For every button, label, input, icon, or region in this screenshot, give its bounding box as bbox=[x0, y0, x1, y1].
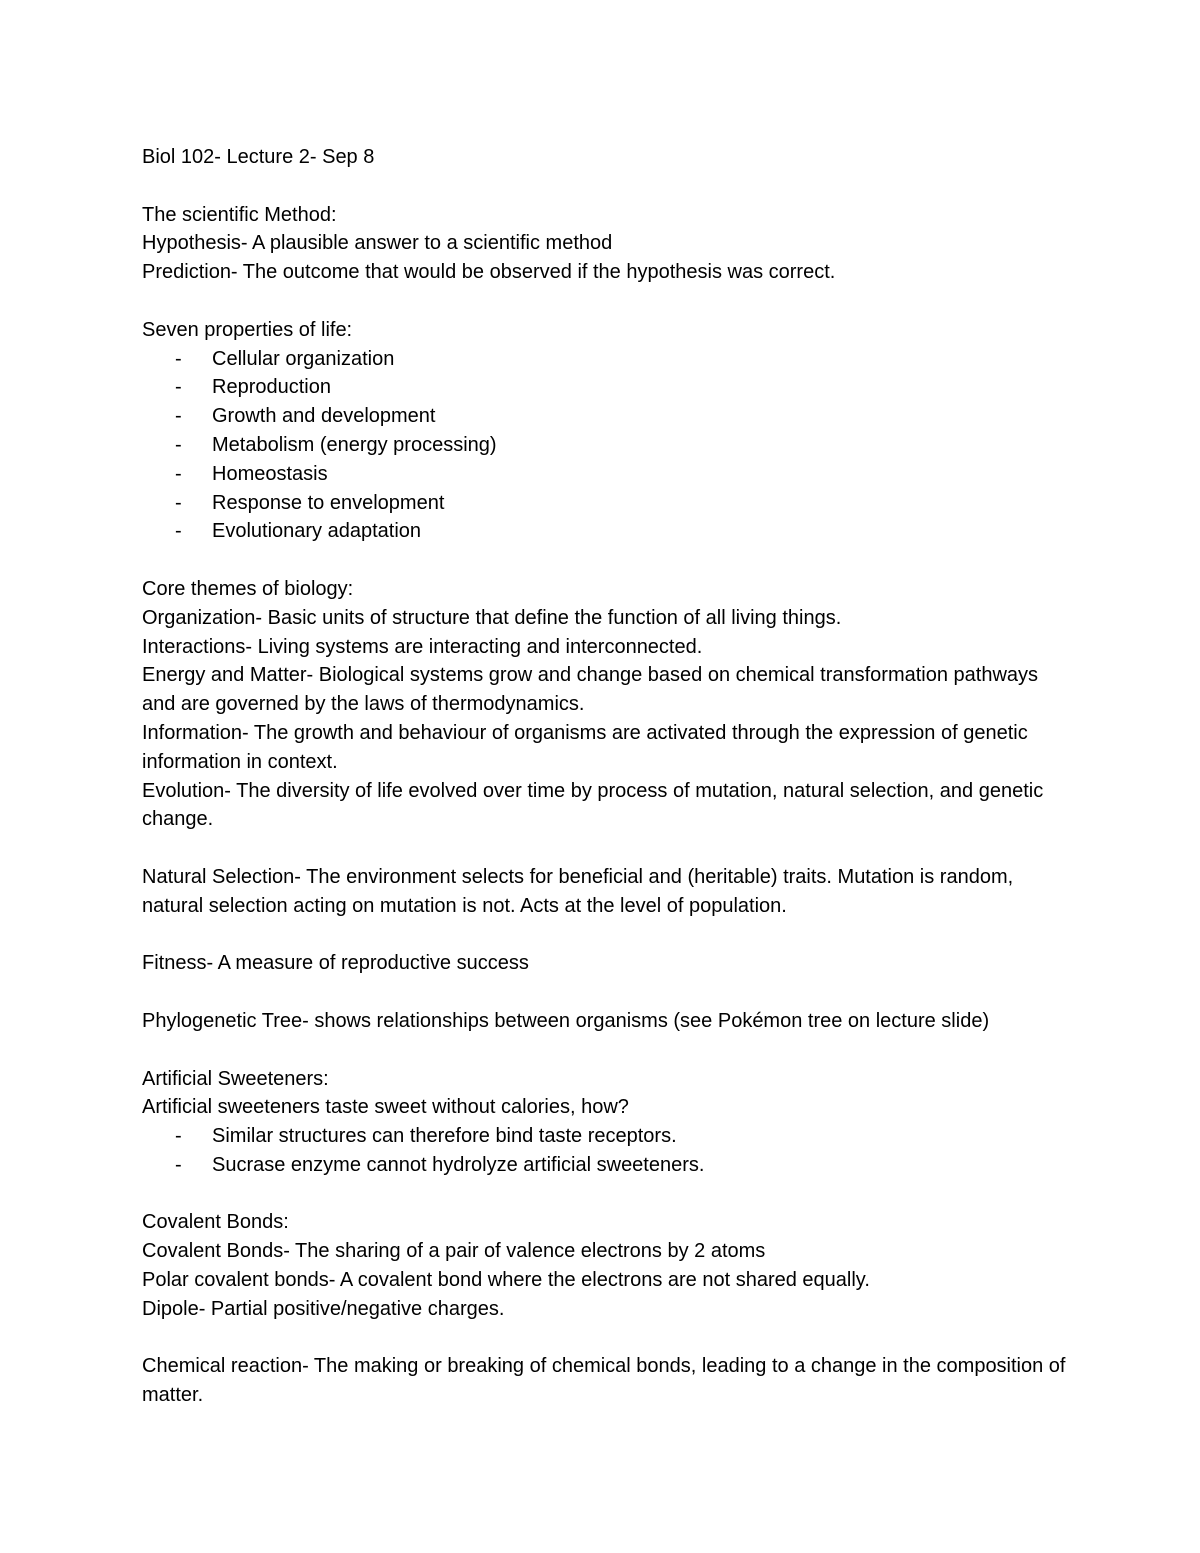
list-item-text: Metabolism (energy processing) bbox=[212, 433, 497, 456]
list-item-text: Cellular organization bbox=[212, 347, 395, 370]
theme-evolution: Evolution- The diversity of life evolved over time by process of mutation, natural selection, and genetic change. bbox=[142, 779, 1049, 831]
spacer bbox=[142, 921, 1072, 950]
document-header: Biol 102- Lecture 2- Sep 8 bbox=[142, 146, 375, 168]
list-item bbox=[142, 373, 1072, 402]
section-heading-scientific-method: The scientific Method: bbox=[142, 203, 337, 226]
spacer bbox=[142, 1324, 1072, 1353]
list-item-text: Reproduction bbox=[212, 376, 331, 399]
section-heading-artificial-sweeteners: Artificial Sweeteners: bbox=[142, 1067, 329, 1090]
spacer bbox=[142, 287, 1072, 316]
spacer bbox=[142, 1036, 1072, 1065]
dash-bullet: - bbox=[175, 433, 182, 456]
artificial-sweeteners-list bbox=[142, 1122, 1072, 1180]
dash-bullet: - bbox=[175, 462, 182, 485]
theme-energy-and-matter: Energy and Matter- Biological systems grow and change based on chemical transformation pathways and are governed by the laws of thermodynamics. bbox=[142, 664, 1044, 716]
definition-polar-covalent-bonds: Polar covalent bonds- A covalent bond where the electrons are not shared equally. bbox=[142, 1269, 870, 1292]
list-item bbox=[142, 431, 1072, 460]
definition-chemical-reaction: Chemical reaction- The making or breaking of chemical bonds, leading to a change in the composition of matter. bbox=[142, 1355, 1072, 1407]
section-heading-core-themes: Core themes of biology: bbox=[142, 577, 354, 600]
list-item bbox=[142, 489, 1072, 518]
list-item bbox=[142, 345, 1072, 374]
definition-natural-selection: Natural Selection- The environment selects for beneficial and (heritable) traits. Mutation is random, natural selection acting on mutation is not. Acts at the level of population. bbox=[142, 865, 1019, 917]
theme-interactions: Interactions- Living systems are interacting and interconnected. bbox=[142, 635, 703, 658]
spacer bbox=[142, 978, 1072, 1007]
spacer bbox=[142, 1180, 1072, 1209]
list-item bbox=[142, 402, 1072, 431]
definition-fitness: Fitness- A measure of reproductive success bbox=[142, 952, 529, 975]
dash-bullet: - bbox=[175, 1153, 182, 1176]
list-item bbox=[142, 1122, 1072, 1151]
list-item bbox=[142, 460, 1072, 489]
definition-covalent-bonds: Covalent Bonds- The sharing of a pair of valence electrons by 2 atoms bbox=[142, 1240, 766, 1263]
dash-bullet: - bbox=[175, 520, 182, 543]
spacer bbox=[142, 834, 1072, 863]
lecture-notes-document bbox=[142, 143, 1072, 1410]
section-heading-covalent-bonds: Covalent Bonds: bbox=[142, 1211, 289, 1234]
list-item-text: Sucrase enzyme cannot hydrolyze artificial sweeteners. bbox=[212, 1153, 705, 1176]
list-item-text: Response to envelopment bbox=[212, 491, 445, 514]
artificial-sweeteners-intro: Artificial sweeteners taste sweet without calories, how? bbox=[142, 1096, 629, 1119]
dash-bullet: - bbox=[175, 376, 182, 399]
section-heading-properties-of-life: Seven properties of life: bbox=[142, 318, 353, 341]
spacer bbox=[142, 172, 1072, 201]
dash-bullet: - bbox=[175, 491, 182, 514]
definition-dipole: Dipole- Partial positive/negative charges. bbox=[142, 1297, 505, 1320]
list-item bbox=[142, 1151, 1072, 1180]
list-item-text: Growth and development bbox=[212, 405, 436, 428]
list-item-text: Evolutionary adaptation bbox=[212, 520, 422, 543]
list-item-text: Similar structures can therefore bind taste receptors. bbox=[212, 1125, 677, 1148]
properties-of-life-list bbox=[142, 345, 1072, 547]
spacer bbox=[142, 546, 1072, 575]
list-item-text: Homeostasis bbox=[212, 462, 328, 485]
dash-bullet: - bbox=[175, 1125, 182, 1148]
list-item bbox=[142, 517, 1072, 546]
theme-information: Information- The growth and behaviour of organisms are activated through the expression of genetic information in context. bbox=[142, 721, 1034, 773]
theme-organization: Organization- Basic units of structure that define the function of all living things. bbox=[142, 606, 842, 629]
dash-bullet: - bbox=[175, 347, 182, 370]
definition-phylogenetic-tree: Phylogenetic Tree- shows relationships between organisms (see Pokémon tree on lecture slide) bbox=[142, 1009, 990, 1032]
definition-prediction: Prediction- The outcome that would be observed if the hypothesis was correct. bbox=[142, 261, 836, 284]
dash-bullet: - bbox=[175, 405, 182, 428]
definition-hypothesis: Hypothesis- A plausible answer to a scientific method bbox=[142, 232, 613, 255]
